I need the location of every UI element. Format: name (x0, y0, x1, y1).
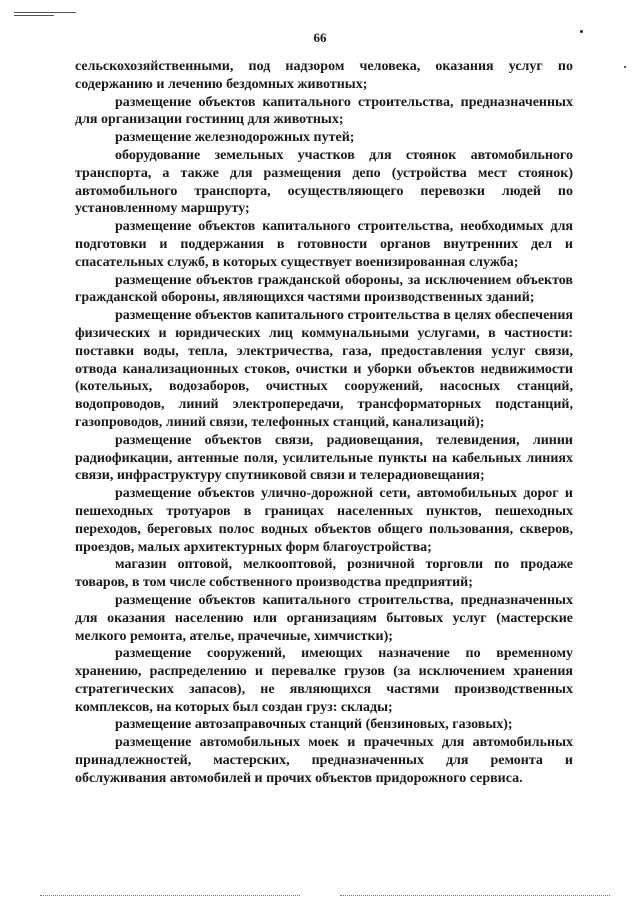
paragraph: размещение объектов капитального строительства, предназначенных для организации гостиниц для животных; (75, 94, 573, 128)
paragraph: оборудование земельных участков для стоянок автомобильного транспорта, а также для размещения депо (устройства мест стоянок) автомобильного транспорта, осуществляющего перевозки людей по установленному маршруту; (75, 147, 573, 217)
document-body (75, 58, 573, 788)
paragraph: размещение автомобильных моек и прачечных для автомобильных принадлежностей, мастерских, предназначенных для ремонта и обслуживания автомобилей и прочих объектов придорожного сервиса. (75, 735, 573, 786)
paragraph: размещение объектов улично-дорожной сети, автомобильных дорог и пешеходных тротуаров в границах населенных пунктов, пешеходных переходов, береговых полос водных объектов общего пользования, скверов, проездов, малых архитектурных форм благоустройства; (75, 486, 573, 555)
page-number: 66 (313, 30, 327, 45)
paragraph: размещение сооружений, имеющих назначение по временному хранению, распределению и перевалке грузов (за исключением хранения стратегических запасов), не являющихся частями производственных комплексов, на которых был создан груз: склады; (75, 646, 573, 715)
scan-artifact-line (340, 895, 610, 897)
paragraph: размещение объектов капитального строительства, предназначенных для оказания населению или организациям бытовых услуг (мастерские мелкого ремонта, ателье, прачечные, химчистки); (75, 592, 573, 644)
paragraph: размещение автозаправочных станций (бензиновых, газовых); (115, 717, 513, 733)
scan-artifact-line (40, 895, 300, 897)
paragraph: размещение объектов связи, радиовещания, телевидения, линии радиофикации, антенные поля, усилительные пункты на кабельных линиях связи, инфраструктуру спутниковой связи и телерадиовещания; (75, 432, 573, 484)
paragraph: размещение объектов гражданской обороны, за исключением объектов гражданской обороны, являющихся частями производственных зданий; (75, 272, 573, 306)
paragraph: сельскохозяйственными, под надзором человека, оказания услуг по содержанию и лечению бездомных животных; (75, 59, 573, 92)
paragraph: размещение железнодорожных путей; (115, 130, 355, 146)
scan-artifact-dot (624, 66, 626, 68)
scan-artifact-line (14, 15, 54, 16)
paragraph: размещение объектов капитального строительства, необходимых для подготовки и поддержания в готовности органов внутренних дел и спасательных служб, в которых существует военизированная служба; (75, 219, 573, 270)
paragraph: размещение объектов капитального строительства в целях обеспечения физических и юридических лиц коммунальными услугами, в частности: поставки воды, тепла, электричества, газа, предоставления услуг связи, отвода канализационных стоков, очистки и уборки объектов недвижимости (котельных, водозаборов, очистных сооружений, насосных станций, водопроводов, линий электропередачи, трансформаторных подстанций, газопроводов, линий связи, телефонных станций, канализаций); (75, 308, 573, 430)
paragraph: магазин оптовой, мелкооптовой, розничной торговли по продаже товаров, в том числе собственного производства предприятий; (75, 557, 573, 591)
scan-artifact-line (14, 12, 76, 13)
